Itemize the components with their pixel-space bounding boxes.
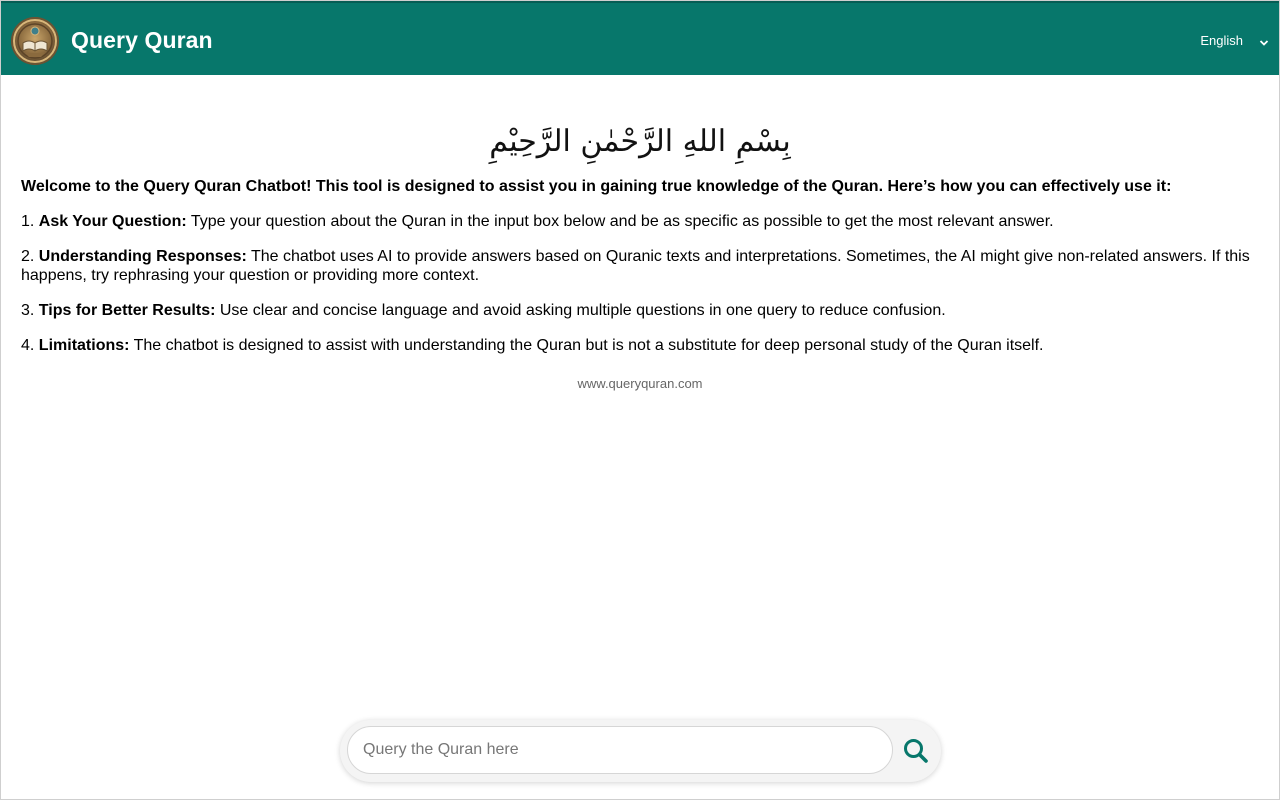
item-text: Use clear and concise language and avoid asking multiple questions in one query to reduce confusion. (219, 302, 946, 319)
instruction-item-limitations (21, 336, 1259, 355)
language-select[interactable] (1200, 33, 1269, 48)
instruction-item-tips (21, 301, 1259, 320)
quran-emblem-icon[interactable] (11, 17, 59, 65)
item-heading: Limitations: (38, 337, 130, 354)
search-button[interactable] (900, 735, 932, 767)
item-text: The chatbot is designed to assist with understanding the Quran but is not a substitute for deep personal study of the Quran itself. (133, 337, 1044, 354)
item-text: Type your question about the Quran in the input box below and be as specific as possible to get the most relevant answer. (190, 213, 1054, 230)
search-input[interactable] (347, 726, 893, 774)
search-bar (340, 720, 941, 782)
language-select-value: English (1200, 33, 1243, 48)
item-heading: Understanding Responses: (38, 248, 247, 265)
welcome-text: Welcome to the Query Quran Chatbot! This tool is designed to assist you in gaining true knowledge of the Quran. Here’s how you can effectively use it: (21, 178, 1172, 195)
item-number: 1. (21, 213, 35, 230)
item-text: The chatbot uses AI to provide answers based on Quranic texts and interpretations. Sometimes, the AI might give non-related answers. If this happens, try rephrasing your question or providing more context. (21, 248, 1250, 284)
item-heading: Tips for Better Results: (38, 302, 216, 319)
search-icon (900, 755, 932, 770)
item-number: 4. (21, 337, 35, 354)
bismillah-calligraphy: بِسْمِ اللهِ الرَّحْمٰنِ الرَّحِيْمِ (489, 124, 791, 159)
instruction-item-ask (21, 212, 1259, 231)
item-number: 2. (21, 248, 35, 265)
chevron-down-icon (1259, 36, 1269, 46)
item-number: 3. (21, 302, 35, 319)
top-bar (1, 1, 1279, 75)
instruction-item-responses (21, 247, 1259, 285)
site-url: www.queryquran.com (577, 376, 703, 391)
item-heading: Ask Your Question: (38, 213, 187, 230)
instructions-panel (21, 75, 1259, 391)
app-title: Query Quran (71, 27, 213, 53)
